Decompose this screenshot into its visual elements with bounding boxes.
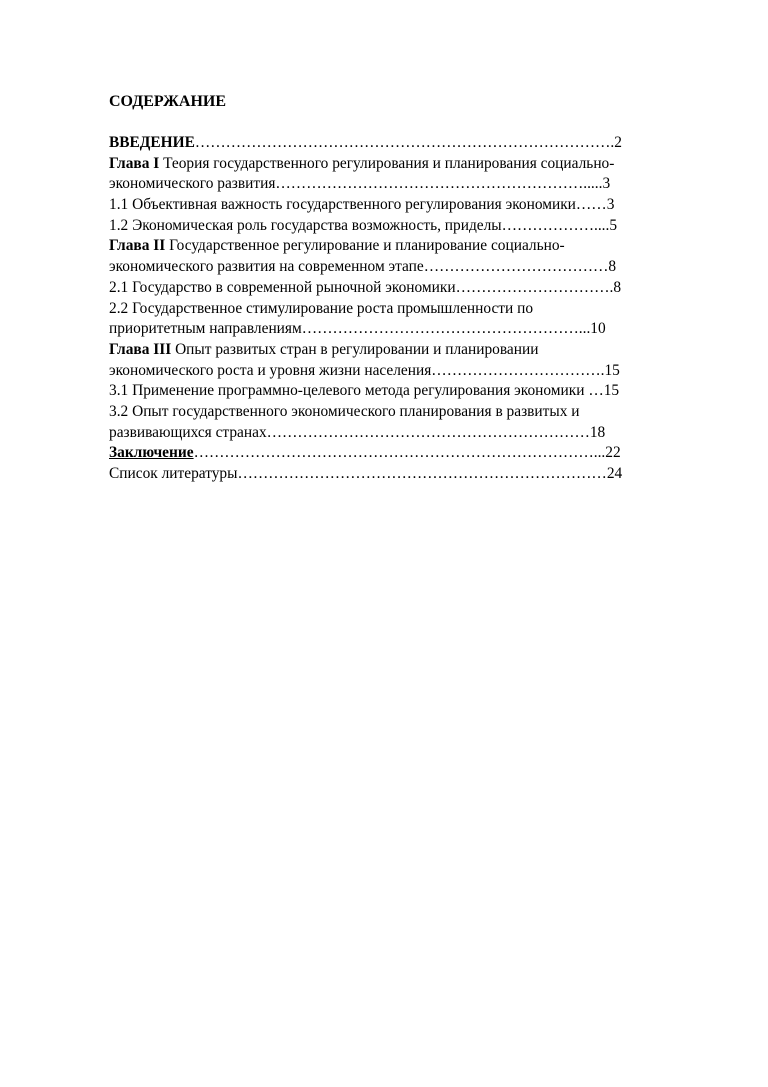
contents-title: СОДЕРЖАНИЕ bbox=[109, 93, 227, 110]
toc-section-3-1 bbox=[109, 381, 713, 402]
toc-references-text: Список литературы………………………………………………………………24 bbox=[109, 465, 623, 482]
toc-chapter-2-title: Государственное регулирование и планирование социально- bbox=[165, 237, 565, 255]
toc-chapter-2-label: Глава II bbox=[109, 237, 166, 255]
toc-section-2-2-text: 2.2 Государственное стимулирование роста промышленности по bbox=[109, 299, 534, 317]
toc-references bbox=[109, 464, 713, 485]
toc-conclusion bbox=[109, 443, 713, 464]
toc-section-2-1-text: 2.1 Государство в современной рыночной экономики………………………….8 bbox=[109, 278, 622, 296]
toc-section-3-1-text: 3.1 Применение программно-целевого метода регулирования экономики …15 bbox=[109, 382, 620, 400]
table-of-contents bbox=[109, 133, 713, 485]
toc-section-2-2-cont bbox=[109, 319, 713, 340]
toc-chapter-2-cont bbox=[109, 257, 713, 278]
toc-chapter-3-title-cont: экономического роста и уровня жизни населения…………………………….15 bbox=[109, 361, 620, 379]
toc-chapter-1-title: Теория государственного регулирования и планирования социально- bbox=[159, 154, 615, 172]
toc-chapter-1-label: Глава I bbox=[109, 154, 160, 172]
toc-conclusion-heading: Заключение bbox=[109, 444, 194, 462]
toc-chapter-3 bbox=[109, 340, 713, 361]
toc-section-2-1 bbox=[109, 278, 713, 299]
toc-introduction-heading: ВВЕДЕНИЕ bbox=[109, 134, 195, 151]
toc-section-2-2-text-cont: приоритетным направлениям………………………………………………...10 bbox=[109, 320, 606, 338]
toc-section-1-1-text: 1.1 Объективная важность государственного регулирования экономики……3 bbox=[109, 196, 615, 214]
toc-chapter-1-cont bbox=[109, 174, 713, 195]
toc-introduction bbox=[109, 133, 713, 154]
toc-chapter-2-title-cont: экономического развития на современном этапе………………………………8 bbox=[109, 258, 617, 276]
toc-section-1-2-text: 1.2 Экономическая роль государства возможность, приделы………………....5 bbox=[109, 216, 618, 234]
toc-chapter-3-cont bbox=[109, 361, 713, 382]
toc-chapter-1-title-cont: экономического развития…………………………………………………….....3 bbox=[109, 175, 611, 193]
toc-section-3-2-cont bbox=[109, 423, 713, 444]
toc-introduction-leader: ……………………………………………………………………….2 bbox=[194, 134, 622, 151]
toc-section-3-2-text: 3.2 Опыт государственного экономического планирования в развитых и bbox=[109, 402, 580, 420]
toc-section-1-2 bbox=[109, 216, 713, 237]
toc-section-2-2 bbox=[109, 299, 713, 320]
toc-conclusion-leader: ……………………………………………………………………...22 bbox=[193, 444, 621, 462]
toc-chapter-3-title: Опыт развитых стран в регулировании и планировании bbox=[171, 340, 539, 358]
toc-chapter-3-label: Глава III bbox=[109, 340, 172, 358]
toc-chapter-2 bbox=[109, 236, 713, 257]
toc-section-3-2-text-cont: развивающихся странах………………………………………………………18 bbox=[109, 423, 606, 441]
toc-section-3-2 bbox=[109, 402, 713, 423]
toc-chapter-1 bbox=[109, 154, 713, 175]
toc-section-1-1 bbox=[109, 195, 713, 216]
